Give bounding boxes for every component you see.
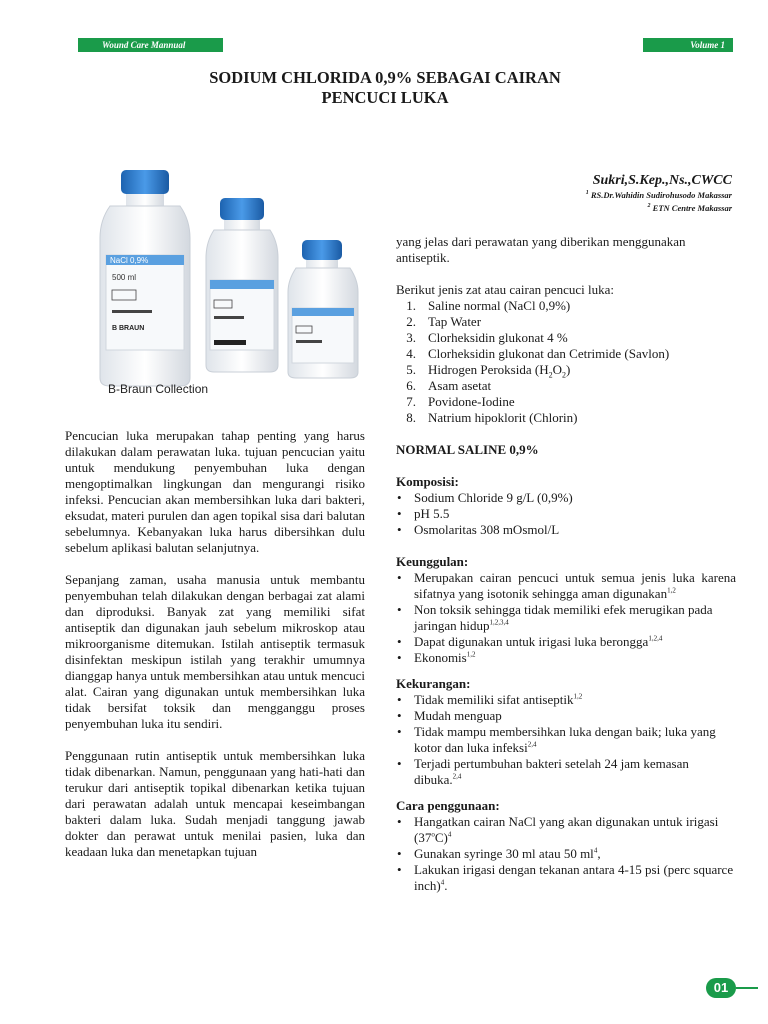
product-photo (70, 150, 370, 415)
komposisi-list (396, 490, 736, 538)
list-intro: Berikut jenis zat atau cairan pencuci luka: (396, 282, 615, 297)
page-number: 01 (706, 978, 736, 998)
title-line-1: SODIUM CHLORIDA 0,9% SEBAGAI CAIRAN (209, 68, 561, 87)
cleanser-list (396, 298, 736, 426)
label-large-brand: B BRAUN (112, 325, 145, 332)
page-title (150, 68, 620, 108)
list-item: • Non toksik sehingga tidak memiliki efek merugikan pada jaringan hidup$^{1,2,3,4}$ (396, 602, 736, 634)
right-intro: yang jelas dari perawatan yang diberikan menggunakan antiseptik. (396, 234, 686, 265)
list-item: • Terjadi pertumbuhan bakteri setelah 24 jam kemasan dibuka.$^{2,4}$ (396, 756, 736, 788)
list-item: 2. Tap Water (406, 314, 482, 329)
left-paragraph-2: Sepanjang zaman, usaha manusia untuk membantu penyembuhan telah dilakukan dengan berbagai zat alami dan diproduksi. Banyak zat yang memiliki sifat antiseptik dan digunakan jauh sebelum mikroskop atau mikroorganisme ditemukan. Istilah antiseptik termasuk disinfektan meskipun istilah yang terakhir umumnya dianggap hanya untuk membersihkan atau untuk mencuci alat. Cairan yang digunakan untuk membersihkan luka tidak bersifat toksik dan mengganggu proses penyembuhan luka itu sendiri. (65, 572, 365, 731)
list-item: • Hangatkan cairan NaCl yang akan digunakan untuk irigasi $(37^oC)^4$ (396, 814, 736, 846)
header-left-bar (78, 38, 223, 52)
bottle-small (288, 240, 358, 378)
list-item: 3. Clorheksidin glukonat 4 % (406, 330, 568, 345)
bottle-large (100, 170, 190, 386)
komposisi-title: Komposisi: (396, 474, 459, 489)
list-item: • Mudah menguap (396, 708, 736, 724)
kekurangan-list (396, 692, 736, 788)
list-item: • Dapat digunakan untuk irigasi luka berongga$^{1,2,4}$ (396, 634, 736, 650)
author-block (586, 173, 732, 215)
left-column (65, 428, 365, 876)
list-item: • Merupakan cairan pencuci untuk semua jenis luka karena sifatnya yang isotonik sehingga aman digunakan$^{1,2}$ (396, 570, 736, 602)
title-line-2: PENCUCI LUKA (321, 88, 449, 107)
author-affiliation-1: $^1$ RS.Dr.Wahidin Sudirohusodo Makassar (585, 190, 732, 200)
section-title: NORMAL SALINE 0,9% (396, 442, 539, 457)
cara-title: Cara penggunaan: (396, 798, 500, 813)
list-item: 8. Natrium hipoklorit (Chlorin) (406, 410, 578, 425)
cara-list (396, 814, 736, 894)
label-large-volume: 500 ml (112, 273, 137, 282)
keunggulan-title: Keunggulan: (396, 554, 469, 569)
list-item: • Osmolaritas 308 mOsmol/L (396, 522, 736, 538)
header-right-text: Volume 1 (690, 40, 725, 50)
list-item: • Lakukan irigasi dengan tekanan antara 4-15 psi (perc squarce inch)$^4$. (396, 862, 736, 894)
left-paragraph-1: Pencucian luka merupakan tahap penting yang harus dilakukan dalam perawatan luka. tujuan pencucian yaitu untuk mendukung penyembuhan luka dengan mengoptimalkan lingkungan dan mengurangi risiko infeksi. Pencucian akan membersihkan luka dari bakteri, eksudat, materi purulen dan agen topikal sisa dari balutan sebelumnya. Kebanyakan luka harus dibersihkan dulu sebelum aplikasi balutan selanjutnya. (65, 428, 365, 555)
header-left-text: Wound Care Mannual (102, 40, 186, 50)
kekurangan-title: Kekurangan: (396, 676, 471, 691)
right-column (396, 234, 736, 894)
list-item: • Ekonomis$^{1,2}$ (396, 650, 736, 666)
author-name: Sukri,S.Kep.,Ns.,CWCC (592, 173, 732, 188)
bottle-medium (206, 198, 278, 372)
list-item: 6. Asam asetat (406, 378, 492, 393)
list-item: 7. Povidone-Iodine (406, 394, 515, 409)
list-item: • Gunakan syringe 30 ml atau 50 $ml^4$, (396, 846, 736, 862)
author-affiliation-2: $^2$ ETN Centre Makassar (647, 203, 732, 213)
list-item: 1. Saline normal (NaCl 0,9%) (406, 298, 571, 313)
label-large-product: NaCl 0,9% (110, 256, 149, 265)
left-paragraph-3: Penggunaan rutin antiseptik untuk membersihkan luka tidak dibenarkan. Namun, penggunaan yang hati-hati dan terukur dari antiseptik topikal dibenarkan ketika tujuan dari perawatan adalah untuk mencapai keseimbangan bakteri dalam luka. Sudah menjadi tanggung jawab dokter dan perawat untuk menilai pasien, luka dan keadaan luka dan menetapkan tujuan (65, 748, 365, 859)
header-right-bar (643, 38, 733, 52)
page-number-rule (736, 987, 758, 989)
list-item: • pH 5.5 (396, 506, 736, 522)
list-item: 5. Hidrogen Peroksida $(H_2O_2)$ (406, 362, 571, 380)
list-item: • Tidak memiliki sifat antiseptik$^{1,2}$ (396, 692, 736, 708)
list-item: 4. Clorheksidin glukonat dan Cetrimide (Savlon) (406, 346, 670, 361)
list-item: • Sodium Chloride 9 g/L (0,9%) (396, 490, 736, 506)
keunggulan-list (396, 570, 736, 666)
list-item: • Tidak mampu membersihkan luka dengan baik; luka yang kotor dan luka infeksi$^{2,4}$ (396, 724, 736, 756)
photo-caption: B-Braun Collection (108, 382, 209, 396)
